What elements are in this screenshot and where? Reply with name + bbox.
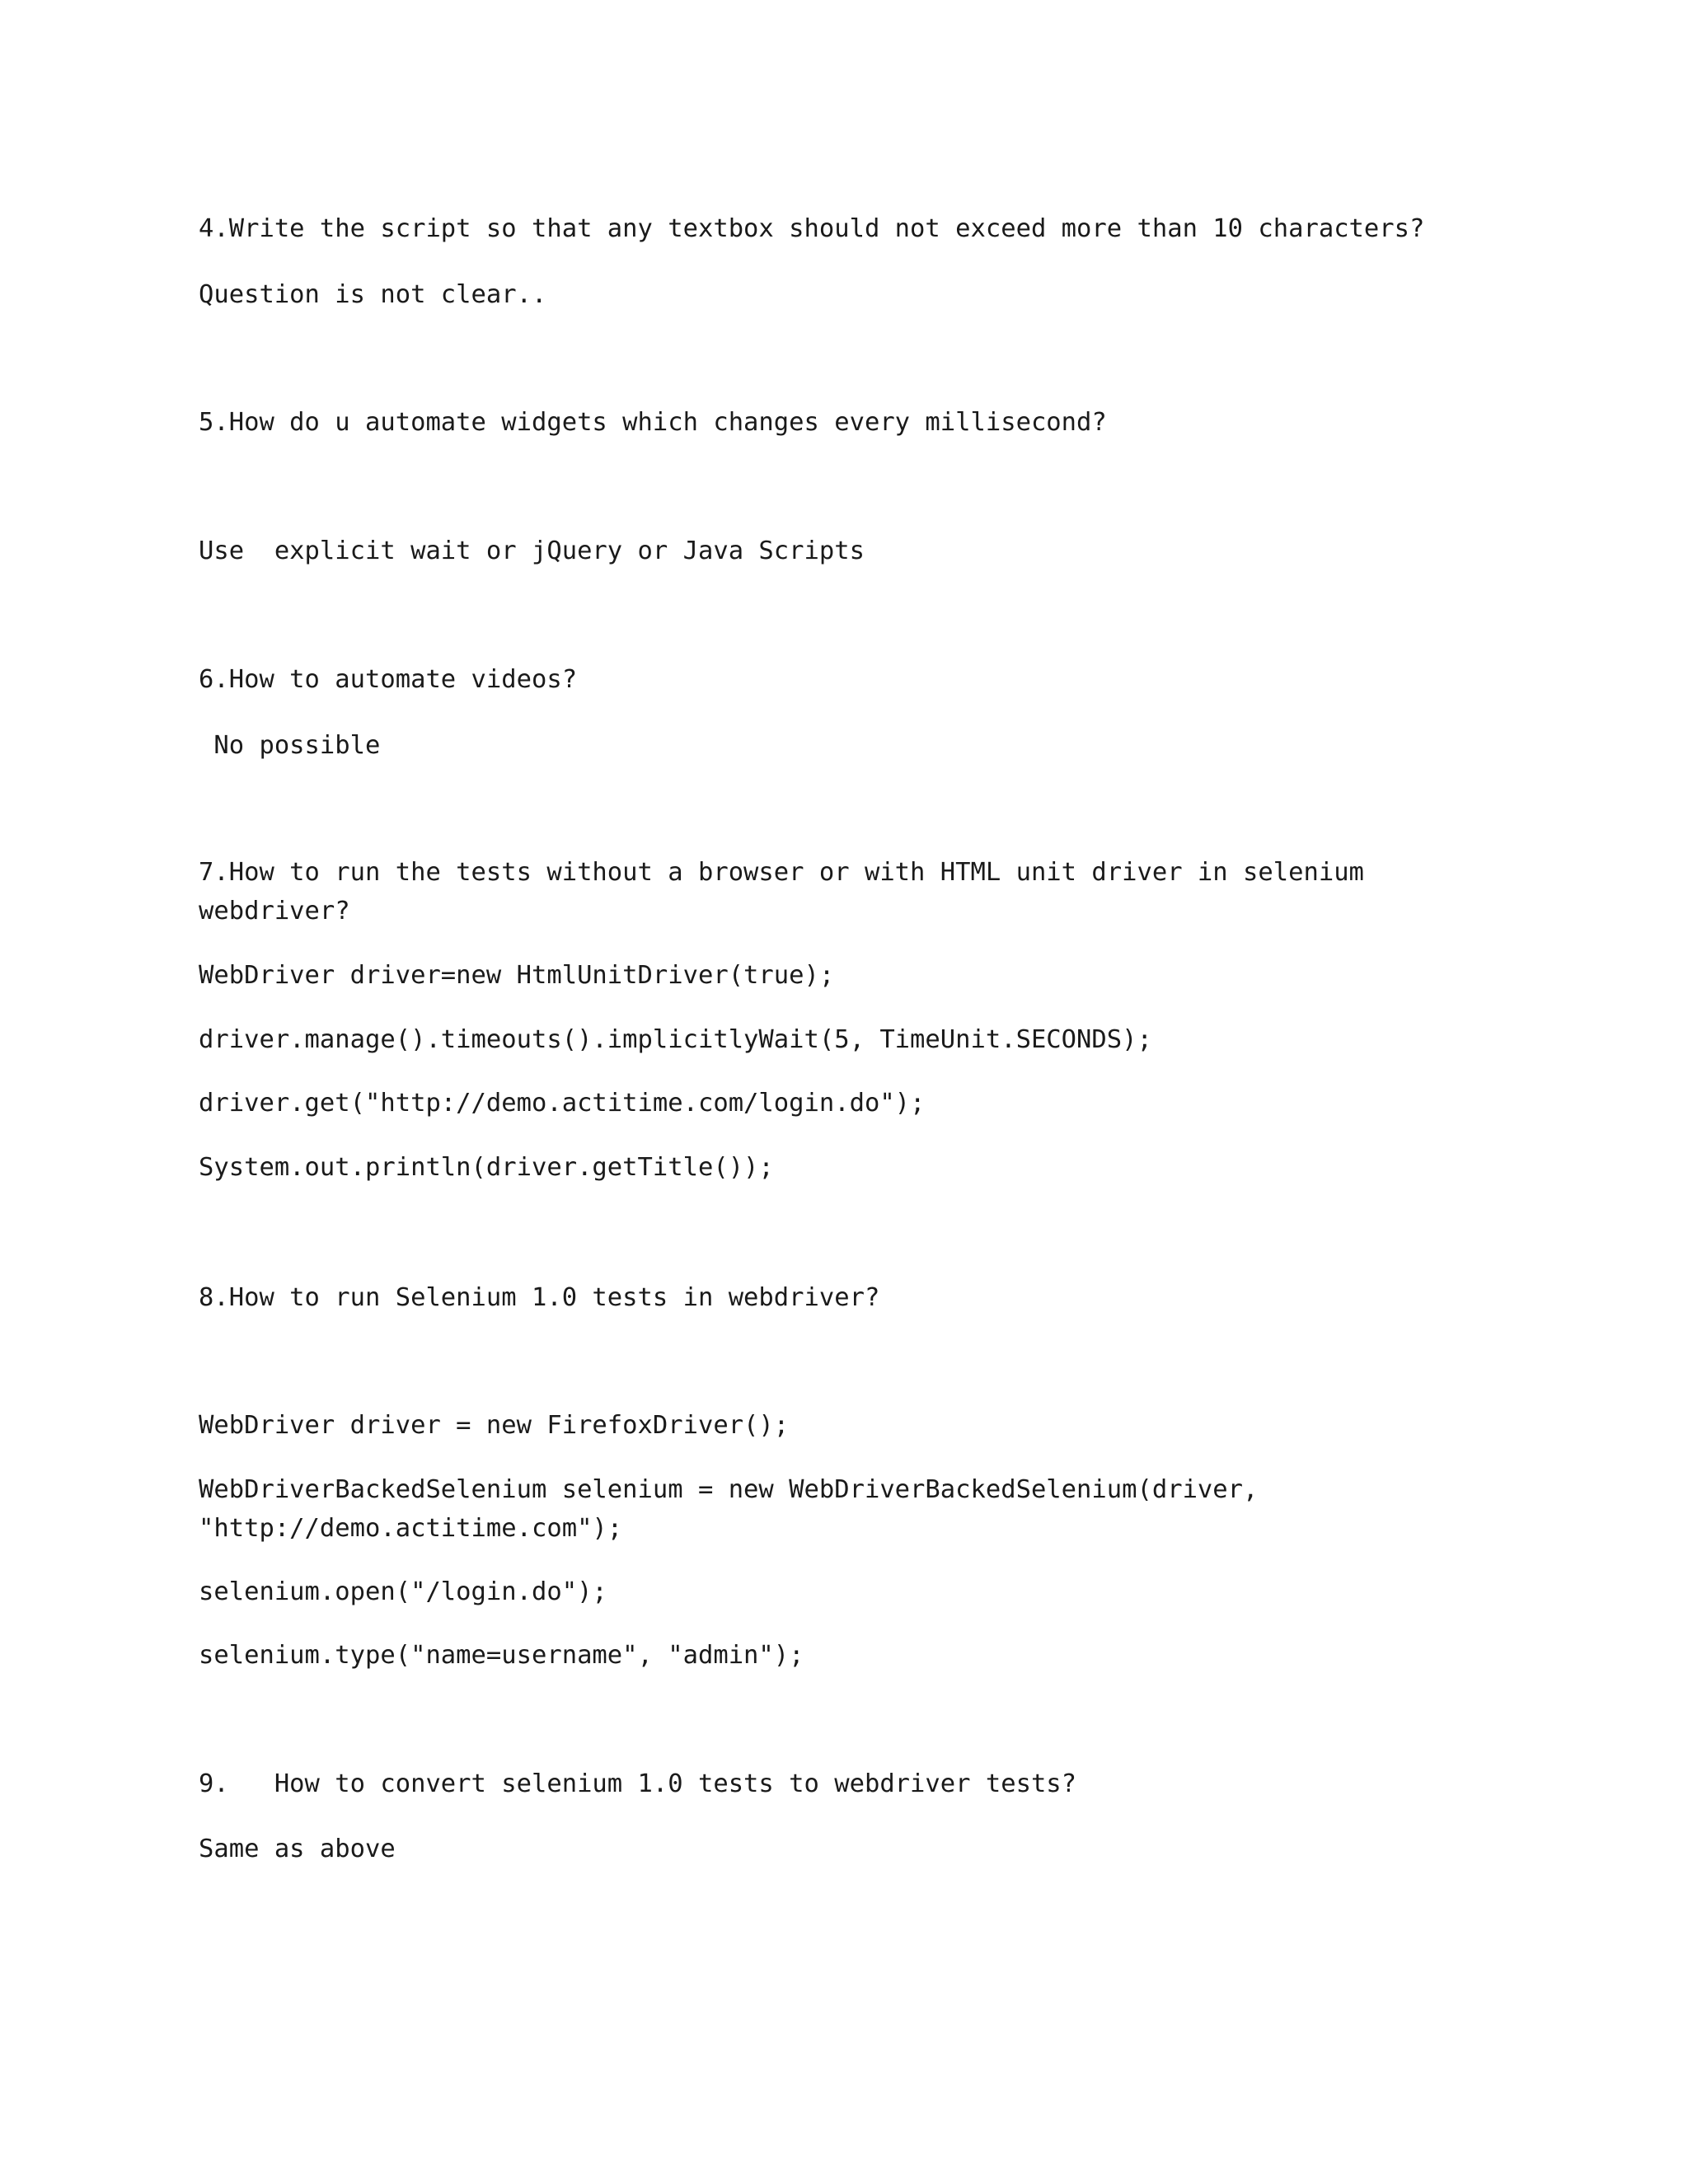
question-8: 8.How to run Selenium 1.0 tests in webdriver? — [199, 1283, 880, 1312]
code-line: System.out.println(driver.getTitle()); — [199, 1153, 774, 1182]
answer-4: Question is not clear.. — [199, 280, 547, 309]
question-4: 4.Write the script so that any textbox should not exceed more than 10 characters? — [199, 214, 1425, 243]
question-7-line-2: webdriver? — [199, 897, 350, 926]
question-5: 5.How do u automate widgets which changes every millisecond? — [199, 408, 1107, 437]
question-6: 6.How to automate videos? — [199, 665, 578, 694]
code-line: selenium.type("name=username", "admin"); — [199, 1641, 804, 1670]
code-line: "http://demo.actitime.com"); — [199, 1514, 623, 1543]
answer-6: No possible — [199, 731, 381, 760]
question-7-line-1: 7.How to run the tests without a browser or with HTML unit driver in selenium — [199, 858, 1364, 887]
code-line: WebDriverBackedSelenium selenium = new WebDriverBackedSelenium(driver, — [199, 1475, 1259, 1504]
code-line: selenium.open("/login.do"); — [199, 1577, 607, 1606]
code-line: driver.get("http://demo.actitime.com/login.do"); — [199, 1089, 926, 1118]
question-9: 9. How to convert selenium 1.0 tests to webdriver tests? — [199, 1769, 1077, 1798]
answer-9: Same as above — [199, 1835, 396, 1863]
code-line: WebDriver driver=new HtmlUnitDriver(true); — [199, 961, 835, 990]
answer-5: Use explicit wait or jQuery or Java Scripts — [199, 537, 865, 565]
code-line: WebDriver driver = new FirefoxDriver(); — [199, 1411, 790, 1440]
code-line: driver.manage().timeouts().implicitlyWait(5, TimeUnit.SECONDS); — [199, 1025, 1152, 1054]
